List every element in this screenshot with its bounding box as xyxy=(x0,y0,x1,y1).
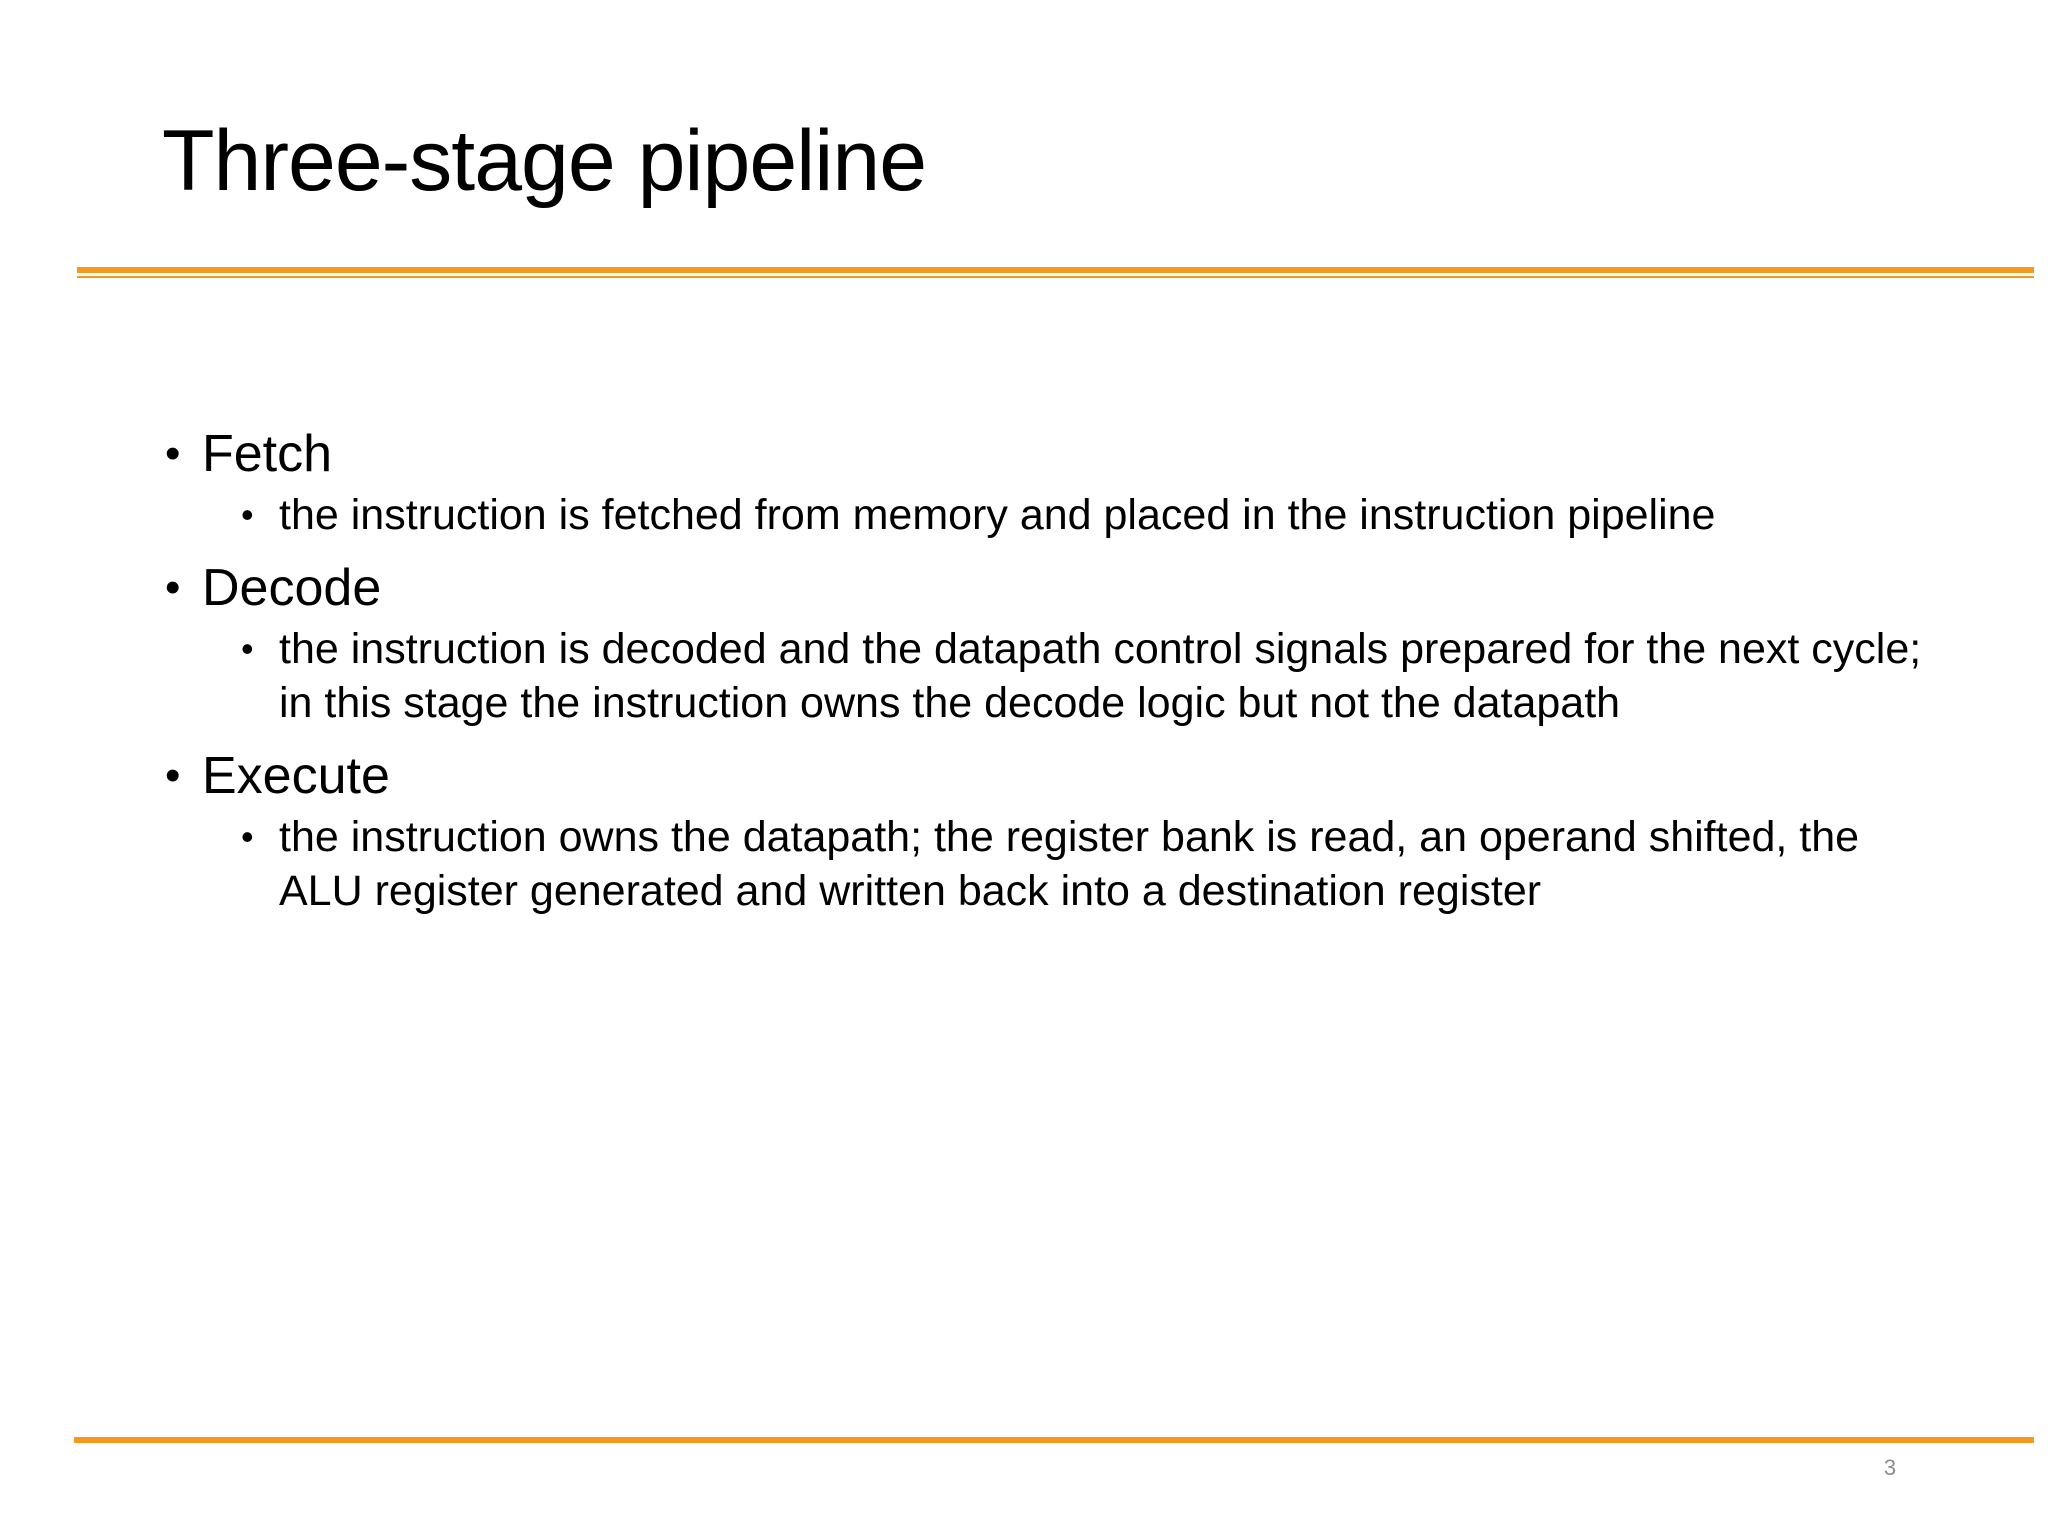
footer-rule xyxy=(74,1437,2034,1443)
bullet-heading: Decode xyxy=(202,559,382,617)
sub-bullet-marker: • xyxy=(241,816,254,857)
sub-bullet-list xyxy=(202,622,1922,730)
bullet-item-execute xyxy=(162,742,1922,918)
sub-bullet-text: the instruction owns the datapath; the register bank is read, an operand shifted, the ALU register generated and written back into a destination register xyxy=(279,813,1860,915)
bullet-list xyxy=(162,420,1922,930)
bullet-marker: • xyxy=(165,751,181,800)
sub-bullet-item xyxy=(241,622,1922,730)
bullet-marker: • xyxy=(165,429,181,478)
title-underline-thin xyxy=(77,276,2034,278)
bullet-marker: • xyxy=(165,563,181,612)
bullet-item-fetch xyxy=(162,420,1922,542)
slide-title: Three-stage pipeline xyxy=(162,113,927,209)
bullet-heading: Execute xyxy=(202,747,390,805)
sub-bullet-marker: • xyxy=(241,494,254,535)
sub-bullet-item xyxy=(241,810,1922,918)
bullet-item-decode xyxy=(162,554,1922,730)
slide-number: 3 xyxy=(1883,1455,1897,1480)
sub-bullet-text: the instruction is fetched from memory and placed in the instruction pipeline xyxy=(279,491,1716,539)
sub-bullet-list xyxy=(202,810,1922,918)
title-underline-thick xyxy=(77,267,2034,273)
sub-bullet-marker: • xyxy=(241,628,254,669)
bullet-heading: Fetch xyxy=(202,425,333,483)
sub-bullet-item xyxy=(241,488,1922,542)
sub-bullet-list xyxy=(202,488,1922,542)
sub-bullet-text: the instruction is decoded and the datapath control signals prepared for the next cycle; in this stage the instruction owns the decode logic but not the datapath xyxy=(279,625,1922,727)
